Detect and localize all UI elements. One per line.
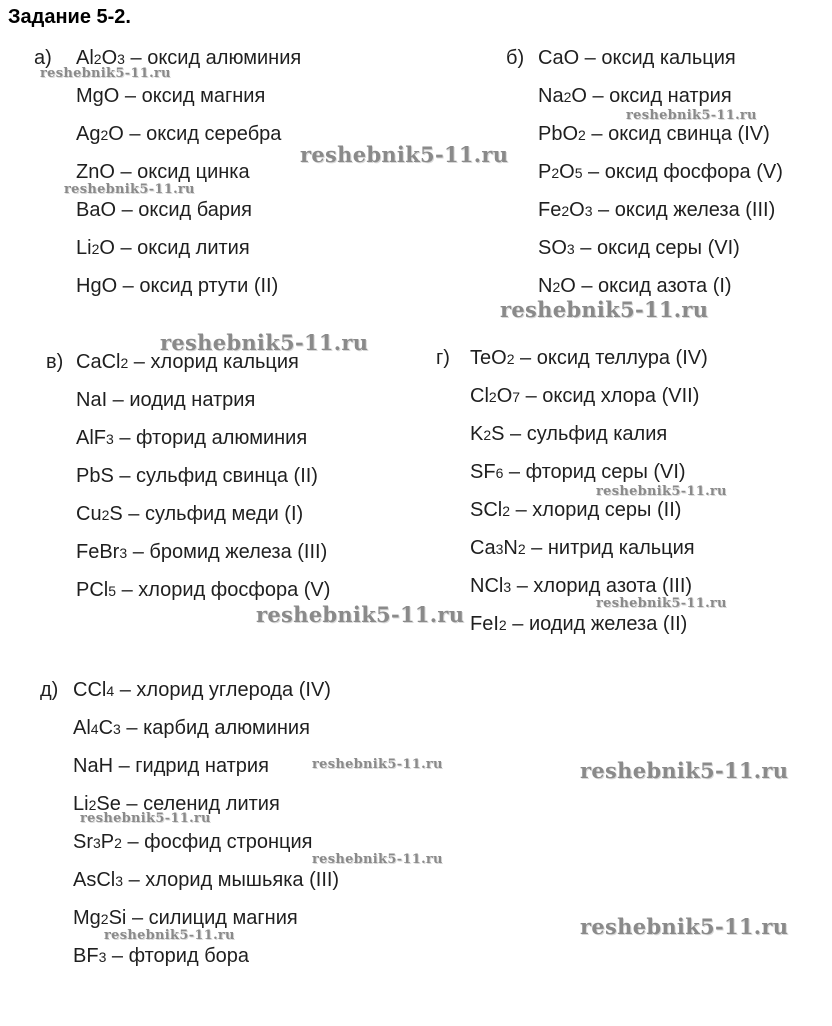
formula-subscript: 2 [506, 351, 515, 367]
compound-line [470, 422, 667, 447]
compound-name: – оксид фосфора (V) [582, 161, 783, 183]
compound-name: – иодид натрия [107, 389, 256, 411]
compound-name: – оксид магния [119, 85, 266, 107]
compound-name: – хлорид кальция [128, 351, 299, 373]
compound-name: – гидрид натрия [113, 755, 269, 777]
compound-line [76, 464, 318, 488]
section-g-letter: г) [436, 347, 450, 369]
chemical-formula [470, 423, 504, 445]
watermark: reshebnik5-11.ru [580, 758, 789, 783]
formula-subscript: 2 [563, 89, 572, 105]
formula-subscript: 2 [551, 165, 560, 181]
compound-name: – иодид железа (II) [506, 613, 688, 635]
compound-name: – фосфид стронция [121, 831, 313, 853]
compound-name: – оксид алюминия [124, 47, 302, 69]
formula-part: FeI [470, 613, 499, 635]
watermark: reshebnik5-11.ru [626, 108, 757, 123]
compound-line [470, 460, 686, 485]
compound-line [470, 536, 695, 561]
compound-line [470, 346, 708, 371]
compound-line [76, 236, 250, 261]
formula-subscript: 2 [578, 127, 586, 143]
compound-line [470, 498, 681, 523]
watermark: reshebnik5-11.ru [160, 330, 369, 355]
chemical-formula [470, 385, 520, 407]
compound-name: – фторид алюминия [113, 427, 308, 449]
formula-part: SO [538, 237, 567, 259]
compound-name: – оксид натрия [586, 85, 732, 107]
formula-subscript: 2 [114, 835, 122, 851]
compound-line [73, 716, 310, 741]
compound-name: – хлорид углерода (IV) [114, 679, 331, 701]
formula-part: Si [108, 907, 127, 929]
formula-part: Li [76, 237, 92, 259]
formula-part: MgO [76, 85, 120, 107]
chemical-formula [76, 503, 123, 525]
formula-part: Se [96, 793, 121, 815]
compound-name: – нитрид кальция [525, 537, 695, 559]
formula-part: K [470, 423, 484, 445]
section-b-letter: б) [506, 47, 525, 69]
formula-part: O [560, 275, 576, 297]
formula-part: O [559, 161, 575, 183]
compound-name: – хлорид фосфора (V) [116, 579, 331, 601]
section-a-letter: а) [34, 47, 52, 69]
formula-subscript: 3 [115, 873, 124, 889]
chemical-formula [538, 275, 576, 297]
compound-line [76, 198, 252, 222]
compound-line [76, 388, 255, 412]
compound-name: – хлорид серы (II) [510, 499, 682, 521]
compound-name: – оксид лития [114, 237, 250, 259]
watermark: reshebnik5-11.ru [312, 852, 443, 867]
formula-part: AlF [76, 427, 106, 449]
formula-part: P [538, 161, 552, 183]
watermark: reshebnik5-11.ru [256, 602, 465, 627]
formula-subscript: 3 [584, 203, 593, 219]
watermark: reshebnik5-11.ru [500, 297, 709, 322]
formula-subscript: 2 [120, 355, 129, 371]
watermark: reshebnik5-11.ru [80, 811, 211, 826]
compound-line [538, 198, 775, 223]
formula-subscript: 3 [113, 721, 121, 737]
formula-part: CaCl [76, 351, 121, 373]
compound-line [538, 84, 732, 109]
formula-part: Na [538, 85, 564, 107]
formula-part: Sr [73, 831, 93, 853]
formula-part: Cl [470, 385, 489, 407]
section-v-letter: в) [46, 351, 64, 373]
formula-part: PbO [538, 123, 579, 145]
formula-part: PbS [76, 465, 114, 487]
formula-subscript: 4 [90, 721, 99, 737]
watermark: reshebnik5-11.ru [596, 484, 727, 499]
chemical-formula [76, 541, 127, 563]
compound-name: – фторид серы (VI) [503, 461, 686, 483]
chemical-formula [470, 575, 511, 597]
formula-subscript: 6 [495, 465, 504, 481]
formula-subscript: 3 [119, 545, 128, 561]
compound-line [76, 84, 265, 108]
watermark: reshebnik5-11.ru [104, 928, 235, 943]
chemical-formula [76, 275, 117, 297]
compound-name: – оксид цинка [114, 161, 250, 183]
chemical-formula [76, 465, 114, 487]
chemical-formula [73, 679, 114, 701]
formula-part: FeBr [76, 541, 120, 563]
formula-subscript: 2 [517, 541, 526, 557]
formula-part: O [571, 85, 587, 107]
chemical-formula [73, 907, 126, 929]
compound-name: – селенид лития [120, 793, 280, 815]
compound-name: – хлорид азота (III) [511, 575, 693, 597]
compound-line [76, 122, 281, 147]
compound-name: – оксид ртути (II) [117, 275, 279, 297]
chemical-formula [470, 461, 503, 483]
formula-part: PCl [76, 579, 109, 601]
formula-subscript: 2 [488, 389, 497, 405]
formula-part: BaO [76, 199, 117, 221]
formula-part: S [109, 503, 123, 525]
compound-name: – оксид серы (VI) [574, 237, 740, 259]
formula-subscript: 3 [93, 835, 101, 851]
compound-name: – оксид серебра [123, 123, 282, 145]
task-title: Задание 5-2. [8, 6, 131, 28]
compound-line [76, 502, 303, 527]
chemical-formula [538, 199, 593, 221]
chemical-formula [73, 945, 106, 967]
compound-name: – оксид кальция [579, 47, 736, 69]
compound-name: – сульфид свинца (II) [113, 465, 318, 487]
formula-part: O [496, 385, 513, 407]
formula-part: AsCl [73, 869, 116, 891]
chemical-formula [470, 613, 507, 635]
formula-part: Al [76, 47, 94, 69]
formula-subscript: 5 [108, 583, 117, 599]
compound-line [76, 540, 327, 565]
formula-subscript: 2 [88, 797, 97, 813]
chemical-formula [76, 123, 124, 145]
formula-part: N [503, 537, 518, 559]
watermark: reshebnik5-11.ru [596, 596, 727, 611]
chemical-formula [538, 123, 586, 145]
formula-part: Cu [76, 503, 102, 525]
compound-line [538, 46, 736, 70]
formula-part: O [99, 237, 115, 259]
compound-line [538, 236, 740, 261]
formula-part: Fe [538, 199, 562, 221]
chemical-formula [470, 537, 526, 559]
chemical-formula [538, 237, 575, 259]
chemical-formula [76, 161, 115, 183]
formula-part: NCl [470, 575, 504, 597]
compound-name: – карбид алюминия [120, 717, 310, 739]
formula-part: NaI [76, 389, 108, 411]
formula-part: NaH [73, 755, 114, 777]
compound-name: – бромид железа (III) [127, 541, 328, 563]
formula-subscript: 2 [100, 127, 109, 143]
formula-part: Ag [76, 123, 101, 145]
compound-name: – оксид железа (III) [592, 199, 776, 221]
compound-line [76, 274, 278, 298]
watermark: reshebnik5-11.ru [312, 757, 443, 772]
formula-subscript: 7 [512, 389, 521, 405]
chemical-formula [73, 869, 123, 891]
chemical-formula [538, 47, 579, 69]
compound-name: – сульфид меди (I) [122, 503, 304, 525]
formula-part: Ca [470, 537, 496, 559]
formula-part: CCl [73, 679, 107, 701]
chemical-formula [538, 161, 583, 183]
chemical-formula [76, 579, 116, 601]
section-d-letter: д) [40, 679, 59, 701]
formula-part: P [100, 831, 115, 853]
formula-part: O [569, 199, 585, 221]
formula-part: S [491, 423, 505, 445]
compound-line [470, 384, 699, 409]
chemical-formula [538, 85, 587, 107]
compound-line [76, 160, 250, 184]
formula-subscript: 2 [561, 203, 570, 219]
formula-part: HgO [76, 275, 118, 297]
watermark: reshebnik5-11.ru [64, 182, 195, 197]
compound-line [538, 274, 732, 299]
chemical-formula [73, 755, 113, 777]
compound-line [538, 122, 770, 147]
formula-part: Li [73, 793, 89, 815]
compound-name: – оксид азота (I) [575, 275, 732, 297]
compound-line [538, 160, 783, 185]
compound-name: – сульфид калия [504, 423, 668, 445]
formula-subscript: 3 [106, 431, 114, 447]
formula-subscript: 2 [552, 279, 561, 295]
compound-line [470, 612, 687, 637]
formula-part: N [538, 275, 553, 297]
chemical-formula [76, 237, 115, 259]
compound-name: – хлорид мышьяка (III) [123, 869, 340, 891]
formula-subscript: 3 [503, 579, 512, 595]
compound-name: – фторид бора [106, 945, 250, 967]
formula-part: CaO [538, 47, 580, 69]
chemical-formula [470, 499, 510, 521]
chemical-formula [73, 717, 121, 739]
compound-line [76, 578, 330, 603]
compound-line [73, 868, 339, 893]
formula-subscript: 2 [93, 51, 102, 67]
compound-line [73, 944, 249, 969]
formula-subscript: 2 [502, 503, 511, 519]
compound-line [76, 426, 307, 451]
formula-subscript: 2 [483, 427, 492, 443]
formula-part: O [101, 47, 118, 69]
formula-part: C [98, 717, 114, 739]
compound-line [73, 678, 331, 703]
chemical-formula [470, 347, 514, 369]
formula-part: O [108, 123, 124, 145]
formula-subscript: 2 [100, 911, 109, 927]
formula-part: BF [73, 945, 99, 967]
formula-part: ZnO [76, 161, 115, 183]
compound-line [73, 754, 269, 778]
compound-name: – оксид теллура (IV) [514, 347, 708, 369]
formula-part: TeO [470, 347, 507, 369]
watermark: reshebnik5-11.ru [300, 142, 509, 167]
compound-name: – силицид магния [126, 907, 298, 929]
formula-subscript: 5 [574, 165, 583, 181]
formula-subscript: 2 [498, 617, 507, 633]
chemical-formula [76, 85, 119, 107]
compound-name: – оксид хлора (VII) [520, 385, 700, 407]
watermark: reshebnik5-11.ru [580, 914, 789, 939]
chemical-formula [76, 389, 107, 411]
formula-part: Mg [73, 907, 101, 929]
compound-name: – оксид свинца (IV) [585, 123, 770, 145]
chemical-formula [76, 199, 116, 221]
formula-subscript: 4 [106, 683, 115, 699]
formula-subscript: 2 [91, 241, 100, 257]
formula-part: SCl [470, 499, 503, 521]
chemical-formula [76, 351, 128, 373]
compound-line [73, 830, 313, 855]
watermark: reshebnik5-11.ru [40, 66, 171, 81]
formula-part: Al [73, 717, 91, 739]
formula-subscript: 2 [101, 507, 110, 523]
chemical-formula [73, 831, 122, 853]
compound-name: – оксид бария [116, 199, 253, 221]
chemical-formula [76, 427, 114, 449]
formula-subscript: 3 [566, 241, 575, 257]
formula-subscript: 3 [117, 51, 125, 67]
formula-subscript: 3 [98, 949, 107, 965]
formula-subscript: 3 [495, 541, 504, 557]
formula-part: SF [470, 461, 496, 483]
